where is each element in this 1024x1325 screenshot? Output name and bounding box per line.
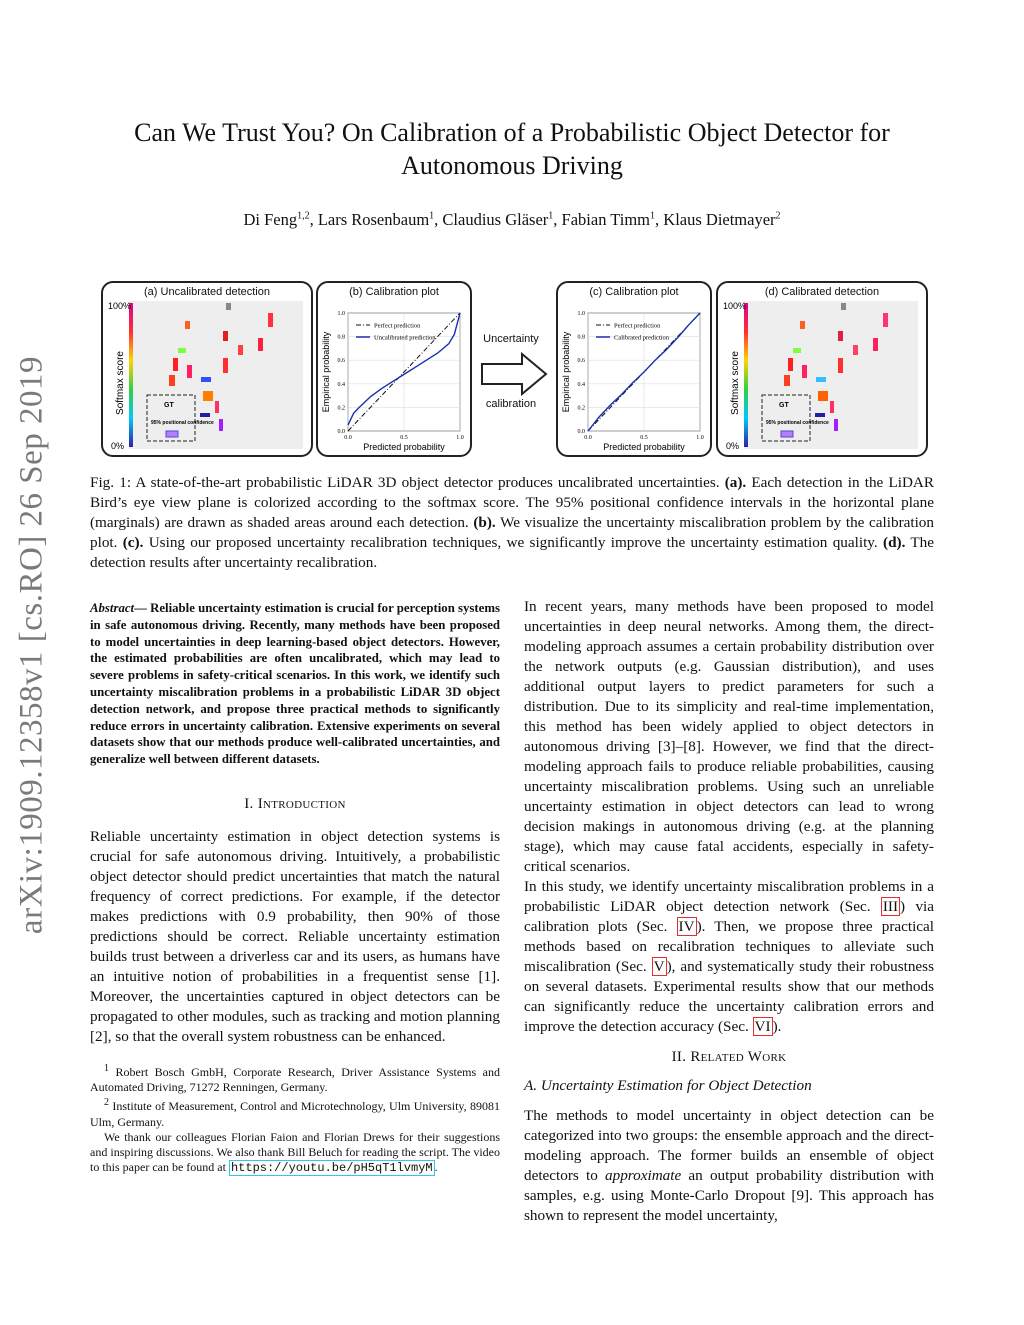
author-affiliation: 1: [429, 210, 435, 222]
caption-c-label: (c).: [122, 534, 144, 551]
panel-d-gt: GT: [779, 402, 789, 409]
p2-text-e: ).: [772, 1018, 782, 1035]
sec2-num: II.: [671, 1049, 687, 1065]
y-tick-label: 0.4: [337, 381, 345, 388]
author: Lars Rosenbaum$^1$: [317, 210, 435, 229]
legend-entry: Calibrated prediction: [614, 334, 670, 342]
ref-section-V[interactable]: V: [653, 958, 665, 975]
right-paragraph-2: [524, 877, 934, 1037]
x-tick-label: 0.5: [400, 435, 408, 441]
x-axis-label: Predicted probability: [603, 442, 685, 452]
arrow-icon: [480, 352, 550, 396]
y-tick-label: 0.6: [337, 358, 345, 365]
footnotes: [90, 1061, 500, 1176]
footnote-thanks: [90, 1130, 500, 1177]
author-affiliation: 1: [548, 210, 554, 222]
uncalibrated-detection-image: [103, 283, 311, 455]
ref-section-IV[interactable]: IV: [678, 918, 695, 935]
x-tick-label: 0.5: [640, 435, 648, 441]
caption-c-text: Using our proposed uncertainty recalibration techniques, we significantly improve the uncertainty estimation quality.: [148, 534, 878, 551]
intro-paragraph-1: Reliable uncertainty estimation in object detection systems is crucial for safe autonomous driving. Intuitively, a probabilistic object detector should predict uncertainties that match the natural frequency of correct predictions. For example, if the detector makes predictions with 0.9 probability, then 90% of those predictions should be correct. Reliable uncertainty estimation builds trust between a driverless car and its users, as humans have an intuitive notion of probabilities in a frequentist sense [1]. Moreover, the uncertainties captured in object detectors can be propagated to other modules, such as tracking and motion planning [2], so that the overall system robustness can be enhanced.: [90, 827, 500, 1045]
y-axis-label: Empirical probability: [321, 331, 331, 413]
author-affiliation: 1,2: [297, 210, 310, 222]
footnote-2-text: Institute of Measurement, Control and Microtechnology, Ulm University, 89081 Ulm, Germany.: [90, 1099, 501, 1129]
x-tick-label: 0.0: [344, 435, 352, 441]
video-link[interactable]: https://youtu.be/pH5qT1lvmyM: [230, 1161, 433, 1176]
abstract: [90, 600, 500, 768]
footnote-2-mark: 2: [104, 1097, 109, 1109]
y-tick-label: 0.2: [577, 405, 585, 412]
caption-a-label: (a).: [724, 474, 747, 491]
y-tick-label: 0.4: [577, 381, 585, 388]
footnote-2: [90, 1095, 500, 1129]
x-tick-label: 1.0: [696, 435, 704, 441]
author: Fabian Timm$^1$: [561, 210, 656, 229]
panel-calibration-plot-b: [316, 281, 472, 457]
x-tick-label: 0.0: [584, 435, 592, 441]
right-paragraph-3: [524, 1106, 934, 1226]
y-axis-label: Empirical probability: [561, 331, 571, 413]
arrow-label-bottom: calibration: [485, 398, 537, 410]
caption-d-text: The detection results after uncertainty recalibration.: [90, 534, 935, 571]
p3-emphasis: approximate: [605, 1167, 682, 1184]
panel-c-label: (c) Calibration plot: [589, 286, 679, 298]
right-column: [524, 597, 934, 1226]
panel-calibration-plot-c: [556, 281, 712, 457]
caption-b-label: (b).: [473, 514, 496, 531]
p2-text-d: ), and systematically study their robustness on several datasets. Experimental results show that our methods can significantly reduce the uncertainty calibration errors and improve the detection accuracy (Sec.: [524, 958, 934, 1035]
abstract-text: — Reliable uncertainty estimation is crucial for perception systems in safe autonomous driving. Recently, many methods have been proposed to model uncertainties in deep learning-based object detectors. However, the estimated probabilities are often uncalibrated, which may lead to severe problems in safety-critical scenarios. In this work, we identify such uncertainty miscalibration problems in a probabilistic LiDAR 3D object detection network, and propose three practical methods to significantly reduce errors in uncertainty calibration. Extensive experiments on several datasets show that our methods produce well-calibrated uncertainties, and generalize well between different datasets.: [90, 601, 500, 767]
intro-heading-num: I.: [244, 795, 254, 812]
arrow-label-top: Uncertainty: [483, 333, 539, 345]
panel-a-conf: 95% positional confidence: [151, 420, 214, 426]
x-tick-label: 1.0: [456, 435, 464, 441]
p3-text-b: an output probability distribution with samples, e.g. using Monte-Carlo Dropout [9]. This approach has shown to represent the model uncertainty,: [524, 1167, 934, 1224]
thanks-end: .: [434, 1160, 438, 1175]
calibrated-detection-image: [718, 283, 926, 455]
calibration-plot-b: [318, 283, 470, 455]
p3-text-a: The methods to model uncertainty in object detection can be categorized into two groups: the ensemble approach and the direct-modeling approach. The former builds an ensemble of object detectors to: [524, 1107, 934, 1184]
section-heading-related-work: [524, 1049, 934, 1066]
panel-a-top: 100%: [108, 301, 132, 311]
left-column: [90, 600, 500, 1176]
panel-a-axis: Softmax score: [115, 351, 126, 415]
paper-title: Can We Trust You? On Calibration of a Probabilistic Object Detector for Autonomous Driving: [134, 118, 890, 180]
panel-uncalibrated-detection: [101, 281, 313, 457]
y-tick-label: 1.0: [337, 311, 345, 317]
y-tick-label: 0.0: [337, 429, 345, 435]
x-axis-label: Predicted probability: [363, 442, 445, 452]
panel-a-gt: GT: [164, 402, 174, 409]
subsection-heading: A. Uncertainty Estimation for Object Detection: [524, 1077, 812, 1094]
panel-a-label: (a) Uncalibrated detection: [144, 286, 270, 298]
p2-text-c: ). Then, we propose three practical methods based on recalibration techniques to alleviate such miscalibration (Sec.: [524, 918, 934, 975]
author-affiliation: 1: [650, 210, 656, 222]
caption-prefix: Fig. 1: A state-of-the-art probabilistic LiDAR 3D object detector produces uncalibrated uncertainties.: [90, 474, 720, 491]
y-tick-label: 0.0: [577, 429, 585, 435]
sec2-title: Related Work: [690, 1049, 787, 1065]
panel-d-label: (d) Calibrated detection: [764, 286, 880, 298]
footnote-1-text: Robert Bosch GmbH, Corporate Research, Driver Assistance Systems and Automated Driving, 71272 Renningen, Germany.: [90, 1064, 500, 1095]
y-tick-label: 0.6: [577, 358, 585, 365]
calibration-plot-c: [558, 283, 710, 455]
right-paragraph-1: In recent years, many methods have been proposed to model uncertainties in deep neural networks. Among them, the direct-modeling approach assumes a certain probability distribution over the network outputs (e.g. Gaussian distribution), and uses additional output layers to predict parameters for such a distribution. Due to its simplicity and real-time implementation, this method has been widely applied to object detectors in autonomous driving [3]–[8]. However, we find that the direct-modeling approach fails to produce reliable probabilities, causing uncertainty miscalibration problems. Using such an unreliable uncertainty estimation in object detectors can lead to wrong decision makings in autonomous driving (e.g. at the planning stage), which may cause fatal accidents, especially in safety-critical scenarios.: [524, 598, 934, 875]
panel-d-axis: Softmax score: [730, 351, 741, 415]
arxiv-identifier: arXiv:1909.12358v1 [cs.RO] 26 Sep 2019: [13, 355, 50, 935]
panel-calibrated-detection: [716, 281, 928, 457]
caption-b-text: We visualize the uncertainty miscalibration problem by the calibration plot.: [90, 514, 934, 551]
author-list: Di Feng$^{1,2}$, Lars Rosenbaum$^1$, Claudius Gläser$^1$, Fabian Timm$^1$, Klaus Dietmayer$^2$: [243, 210, 781, 229]
caption-a-text: Each detection in the LiDAR Bird’s eye view plane is colorized according to the softmax score. The 95% positional confidence intervals in the horizontal plane (marginals) are drawn as shaded areas around each detection.: [90, 474, 935, 531]
panel-b-label: (b) Calibration plot: [349, 286, 439, 298]
y-tick-label: 0.8: [337, 334, 345, 341]
ref-section-III[interactable]: III: [882, 898, 899, 915]
footnote-1: [90, 1061, 500, 1095]
intro-heading: Introduction: [257, 795, 346, 812]
legend-entry: Perfect prediction: [374, 322, 421, 330]
p2-text-a: In this study, we identify uncertainty miscalibration problems in a probabilistic LiDAR object detection network (Sec.: [524, 878, 934, 915]
author: Klaus Dietmayer$^2$: [663, 210, 781, 229]
legend-entry: Perfect prediction: [614, 322, 661, 330]
panel-d-top: 100%: [723, 301, 747, 311]
panel-d-bottom: 0%: [726, 441, 740, 451]
caption-d-label: (d).: [883, 534, 906, 551]
section-heading-introduction: [90, 796, 500, 813]
abstract-label: Abstract: [90, 601, 135, 615]
panel-d-conf: 95% positional confidence: [766, 420, 829, 426]
footnote-1-mark: 1: [104, 1062, 109, 1074]
panel-a-bottom: 0%: [111, 441, 125, 451]
legend-entry: Uncalibrated prediction: [374, 334, 436, 342]
figure-caption: [90, 473, 934, 573]
p2-text-b: ) via calibration plots (Sec.: [524, 898, 934, 935]
y-tick-label: 0.2: [337, 405, 345, 412]
y-tick-label: 1.0: [577, 311, 585, 317]
author: Claudius Gläser$^1$: [442, 210, 554, 229]
ref-section-VI[interactable]: VI: [754, 1018, 771, 1035]
author: Di Feng$^{1,2}$: [243, 210, 310, 229]
author-affiliation: 2: [775, 210, 781, 222]
y-tick-label: 0.8: [577, 334, 585, 341]
thanks-text: We thank our colleagues Florian Faion and Florian Drews for their suggestions and inspiring discussions. We also thank Bill Beluch for reading the script. The video to this paper can be found at: [90, 1129, 500, 1175]
